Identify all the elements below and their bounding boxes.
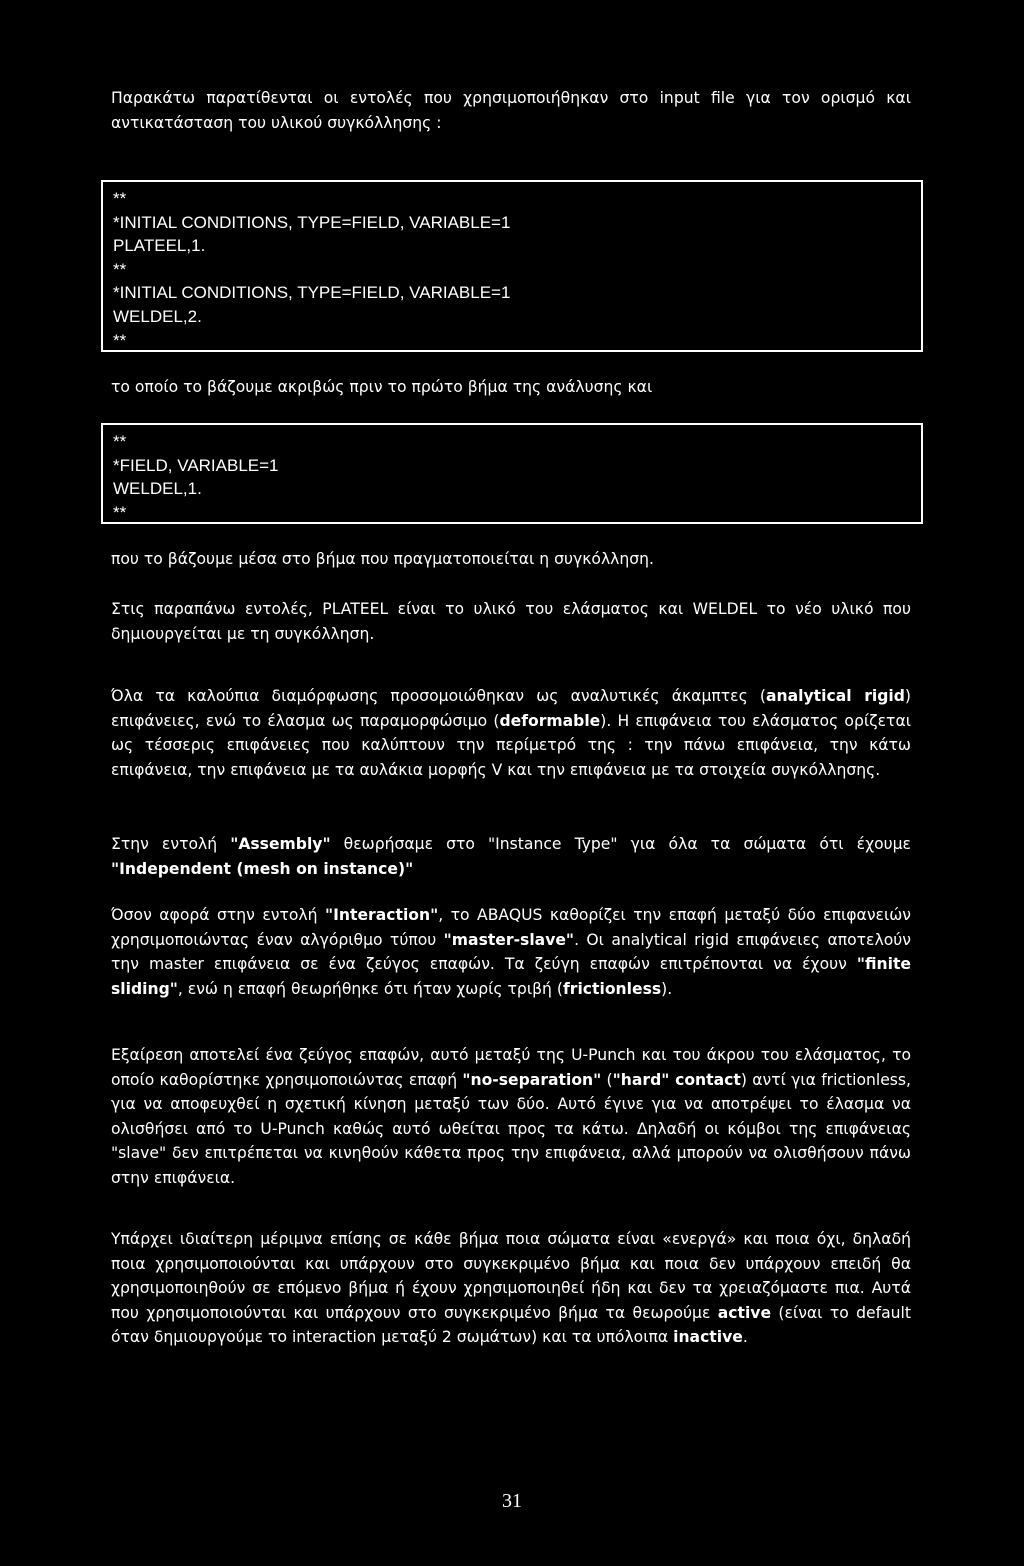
bold-term: "hard" contact xyxy=(612,1070,741,1089)
code-line: *INITIAL CONDITIONS, TYPE=FIELD, VARIABLE=1 xyxy=(113,283,511,303)
code-block-field xyxy=(101,423,923,524)
code-line: ** xyxy=(113,259,127,279)
tools-paragraph: Όλα τα καλούπια διαμόρφωσης προσομοιώθηκαν ως αναλυτικές άκαμπτες (analytical rigid) επιφάνειες, ενώ το έλασμα ως παραμορφώσιμο (deformable). Η επιφάνεια του ελάσματος ορίζεται ως τέσσερις επιφάνειες που καλύπτουν την περίμετρό της : την πάνω επιφάνεια, την κάτω επιφάνεια, την επιφάνεια με τα αυλάκια μορφής V και την επιφάνεια με τα στοιχεία συγκόλλησης. xyxy=(111,687,912,779)
code-line: ** xyxy=(113,189,127,208)
active-paragraph: Υπάρχει ιδιαίτερη μέριμνα επίσης σε κάθε βήμα ποια σώματα είναι «ενεργά» και ποια όχι, δηλαδή ποια χρησιμοποιούνται και υπάρχουν στο συγκεκριμένο βήμα και ποια δεν υπάρχουν επειδή θα χρησιμοποιηθούν σε επόμενο βήμα ή έχουν χρησιμοποιηθεί ήδη και δεν τα χρειαζόμαστε πια. Αυτά που χρησιμοποιούνται και υπάρχουν στο συγκεκριμένο βήμα τα θεωρούμε active (είναι το default όταν δημιουργούμε το interaction μεταξύ 2 σωμάτων) και τα υπόλοιπα inactive. xyxy=(111,1230,911,1346)
code-line: WELDEL,2. xyxy=(113,306,202,326)
bold-term: inactive xyxy=(673,1328,743,1346)
bold-term: "Interaction" xyxy=(324,906,439,924)
code-line: WELDEL,1. xyxy=(113,479,202,499)
page-number: 31 xyxy=(502,1490,522,1512)
bold-term: "Assembly" xyxy=(230,835,331,853)
bold-term: active xyxy=(717,1303,772,1322)
materials-paragraph: Στις παραπάνω εντολές, PLATEEL είναι το υλικό του ελάσματος και WELDEL το νέο υλικό που δημιουργείται με τη συγκόλληση. xyxy=(111,600,911,643)
exception-paragraph: Εξαίρεση αποτελεί ένα ζεύγος επαφών, αυτό μεταξύ της U-Punch και του άκρου του ελάσματος, το οποίο καθορίστηκε χρησιμοποιώντας επαφή "no-separation" ("hard" contact) αντί για frictionless, για να αποφευχθεί η σχετική κίνηση μεταξύ των δύο. Αυτό έγινε για να αποτρέψει το έλασμα να ολισθήσει από το U-Punch καθώς αυτό ωθείται προς τα κάτω. Δηλαδή οι κόμβοι της επιφάνειας "slave" δεν επιτρέπεται να κινηθούν κάθετα προς την επιφάνεια, αλλά μπορούν να ολισθήσουν πάνω στην επιφάνεια. xyxy=(111,1046,912,1187)
before-first-step-paragraph: το οποίο το βάζουμε ακριβώς πριν το πρώτο βήμα της ανάλυσης και xyxy=(111,378,653,396)
code-line: PLATEEL,1. xyxy=(113,236,206,256)
code-line: *FIELD, VARIABLE=1 xyxy=(113,455,279,475)
code-block-initial-conditions xyxy=(101,180,923,352)
code-line: ** xyxy=(113,330,127,350)
bold-term: analytical rigid xyxy=(766,687,905,705)
code-line: *INITIAL CONDITIONS, TYPE=FIELD, VARIABLE=1 xyxy=(113,212,511,232)
bold-term: "Independent (mesh on instance)" xyxy=(111,859,414,878)
code-line: ** xyxy=(113,502,127,522)
intro-paragraph: Παρακάτω παρατίθενται οι εντολές που χρησιμοποιήθηκαν στο input file για τον ορισμό και αντικατάσταση του υλικού συγκόλλησης : xyxy=(111,89,911,132)
interaction-paragraph: Όσον αφορά στην εντολή "Interaction", το ABAQUS καθορίζει την επαφή μεταξύ δύο επιφανειών χρησιμοποιώντας έναν αλγόριθμο τύπου "master-slave". Οι analytical rigid επιφάνειες αποτελούν την master επιφάνεια σε ένα ζεύγος επαφών. Τα ζεύγη επαφών επιτρέπονται να έχουν "finite sliding", ενώ η επαφή θεωρήθηκε ότι ήταν χωρίς τριβή (frictionless). xyxy=(111,906,911,998)
within-weld-step-paragraph: που το βάζουμε μέσα στο βήμα που πραγματοποιείται η συγκόλληση. xyxy=(111,550,655,568)
bold-term: frictionless xyxy=(562,979,662,998)
bold-term: "no-separation" xyxy=(462,1070,602,1089)
code-line: ** xyxy=(113,432,127,451)
assembly-paragraph: Στην εντολή "Assembly" θεωρήσαμε στο "Instance Type" για όλα τα σώματα ότι έχουμε "Independent (mesh on instance)" xyxy=(111,835,911,878)
bold-term: "master-slave" xyxy=(443,930,575,949)
bold-term: "finite sliding" xyxy=(111,955,911,998)
bold-term: deformable xyxy=(499,711,601,730)
